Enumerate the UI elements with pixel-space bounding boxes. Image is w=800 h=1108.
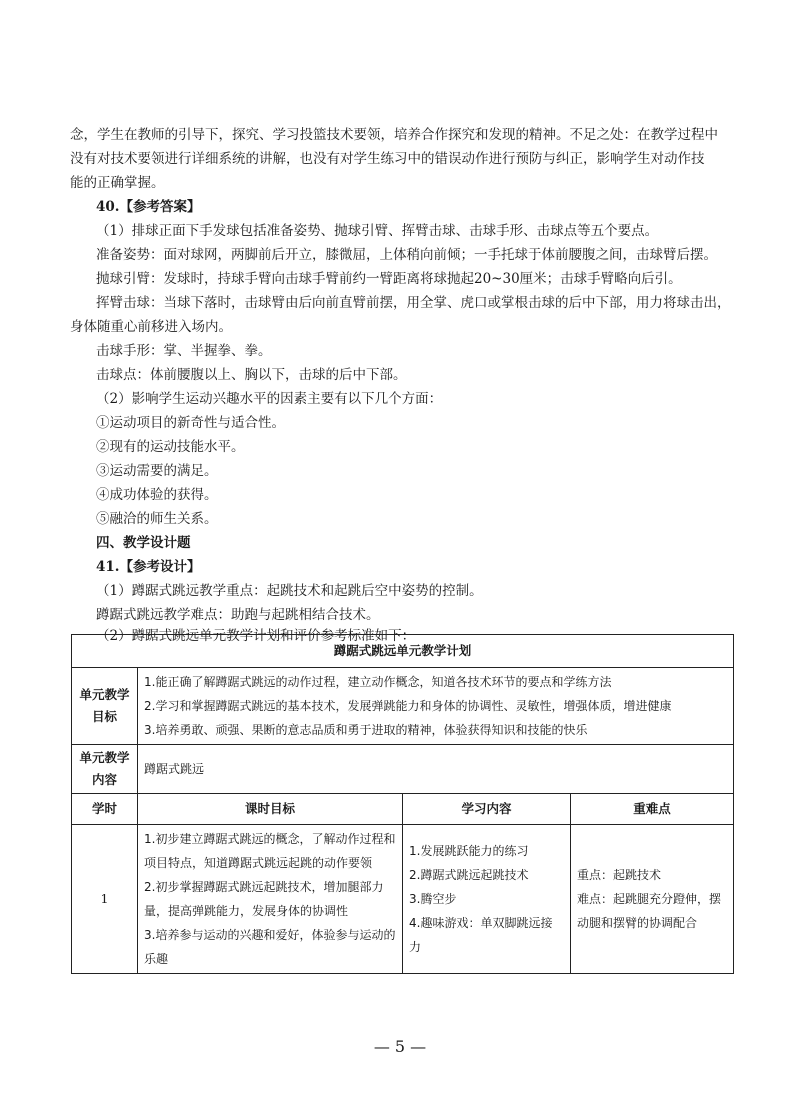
goals-label: 单元教学目标	[72, 668, 138, 745]
list-item: ②现有的运动技能水平。	[96, 439, 245, 455]
list-item: ①运动项目的新奇性与适合性。	[96, 415, 285, 431]
paragraph-line: 身体随重心前移进入场内。	[70, 319, 232, 335]
objective-item: 1.初步建立蹲踞式跳远的概念，了解动作过程和项目特点，知道蹲踞式跳远起跳的动作要领	[144, 832, 396, 870]
row-hour: 1	[72, 825, 138, 974]
answer-heading-40: 40.【参考答案】	[96, 199, 201, 215]
paragraph-line: 击球手形：掌、半握拳、拳。	[96, 343, 272, 359]
paragraph-line: 准备姿势：面对球网，两脚前后开立，膝微屈，上体稍向前倾；一手托球于体前腰腹之间，击球臂后摆。	[96, 247, 717, 263]
objective-item: 2.初步掌握蹲踞式跳远起跳技术，增加腿部力量，提高弹跳能力，发展身体的协调性	[144, 880, 384, 918]
goal-item: 2.学习和掌握蹲踞式跳远的基本技术，发展弹跳能力和身体的协调性、灵敏性，增强体质，增进健康	[144, 699, 672, 713]
paragraph-line: （2）蹲踞式跳远单元教学计划和评价参考标准如下：	[96, 628, 416, 644]
difficulty-point: 难点：起跳腿充分蹬伸，摆动腿和摆臂的协调配合	[577, 892, 722, 930]
paragraph-line: 没有对技术要领进行详细系统的讲解，也没有对学生练习中的错误动作进行预防与纠正，影响学生对动作技	[70, 151, 705, 167]
paragraph-line: 蹲踞式跳远教学难点：助跑与起跳相结合技术。	[96, 607, 380, 623]
key-point: 重点：起跳技术	[577, 868, 662, 882]
unit-plan-table	[71, 634, 734, 974]
table-row	[72, 825, 734, 974]
goal-item: 3.培养勇敢、顽强、果断的意志品质和勇于进取的精神，体验获得知识和技能的快乐	[144, 723, 588, 737]
header-key-points: 重难点	[571, 794, 734, 825]
paragraph-line: 能的正确掌握。	[70, 175, 165, 191]
row-key-points	[571, 825, 734, 974]
header-content: 学习内容	[403, 794, 571, 825]
list-item: ④成功体验的获得。	[96, 487, 218, 503]
paragraph-line: 念，学生在教师的引导下，探究、学习投篮技术要领，培养合作探究和发现的精神。不足之处：在教学过程中	[70, 127, 718, 143]
page-number: — 5 —	[373, 1037, 427, 1056]
unit-content: 蹲踞式跳远	[138, 745, 734, 794]
content-item: 2.蹲踞式跳远起跳技术	[409, 868, 529, 882]
content-item: 4.趣味游戏：单双脚跳远接力	[409, 916, 553, 954]
header-objectives: 课时目标	[138, 794, 403, 825]
goal-item: 1.能正确了解蹲踞式跳远的动作过程，建立动作概念，知道各技术环节的要点和学练方法	[144, 675, 612, 689]
content-item: 3.腾空步	[409, 892, 457, 906]
paragraph-line: 击球点：体前腰腹以上、胸以下，击球的后中下部。	[96, 367, 407, 383]
content-item: 1.发展跳跃能力的练习	[409, 844, 529, 858]
paragraph-line: （1）蹲踞式跳远教学重点：起跳技术和起跳后空中姿势的控制。	[96, 583, 483, 599]
table-title: 蹲踞式跳远单元教学计划	[72, 635, 734, 668]
objective-item: 3.培养参与运动的兴趣和爱好，体验参与运动的乐趣	[144, 928, 396, 966]
row-contents	[403, 825, 571, 974]
row-objectives	[138, 825, 403, 974]
list-item: ⑤融洽的师生关系。	[96, 511, 218, 527]
header-hour: 学时	[72, 794, 138, 825]
paragraph-line: （1）排球正面下手发球包括准备姿势、抛球引臂、挥臂击球、击球手形、击球点等五个要点。	[96, 223, 659, 239]
paragraph-line: （2）影响学生运动兴趣水平的因素主要有以下几个方面：	[96, 391, 443, 407]
answer-heading-41: 41.【参考设计】	[96, 559, 201, 575]
list-item: ③运动需要的满足。	[96, 463, 218, 479]
paragraph-line: 抛球引臂：发球时，持球手臂向击球手臂前约一臂距离将球抛起20~30厘米；击球手臂略向后引。	[96, 271, 682, 287]
paragraph-line: 挥臂击球：当球下落时，击球臂由后向前直臂前摆，用全掌、虎口或掌根击球的后中下部，用力将球击出，	[96, 295, 731, 311]
section-heading: 四、教学设计题	[96, 535, 191, 551]
unit-goals	[138, 668, 734, 745]
content-label: 单元教学内容	[72, 745, 138, 794]
